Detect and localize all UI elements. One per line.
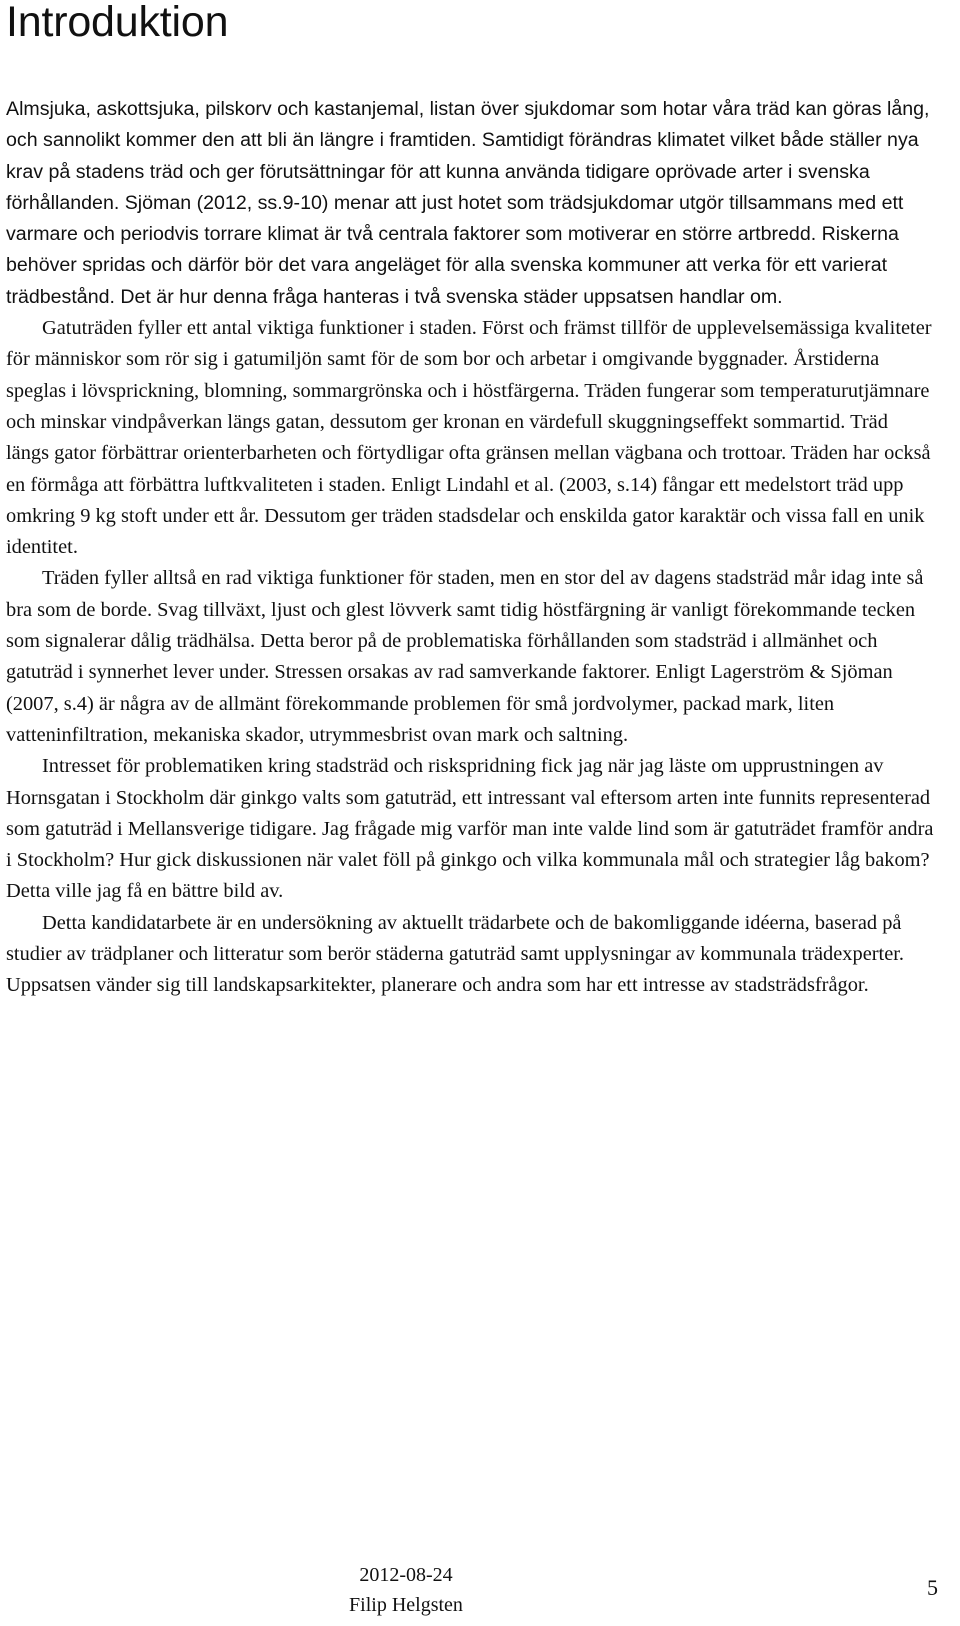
- paragraph-1: Almsjuka, askottsjuka, pilskorv och kastanjemal, listan över sjukdomar som hotar våra träd kan göras lång, och sannolikt kommer den att bli än längre i framtiden. Samtidigt förändras klimatet vilket både ställer nya krav på stadens träd och ger förutsättningar för att kunna använda tidigare oprövade arter i svenska förhållanden. Sjöman (2012, ss.9-10) menar att just hotet som trädsjukdomar utgör tillsammans med ett varmare och periodvis torrare klimat är två centrala faktorer som motiverar en större artbredd. Riskerna behöver spridas och därför bör det vara angeläget för alla svenska kommuner att verka för ett varierat trädbestånd. Det är hur denna fråga hanteras i två svenska städer uppsatsen handlar om.: [6, 98, 930, 308]
- page-title: Introduktion: [6, 0, 229, 46]
- paragraph-4: Intresset för problematiken kring stadsträd och riskspridning fick jag när jag läste om upprustningen av Hornsgatan i Stockholm där ginkgo valts som gatuträd, ett intressant val eftersom arten inte funnits representerad som gatuträd i Mellansverige tidigare. Jag frågade mig varför man inte valde lind som är gatuträdet framför andra i Stockholm? Hur gick diskussionen när valet föll på ginkgo och vilka kommunala mål och strategier låg bakom? Detta ville jag få en bättre bild av.: [6, 755, 934, 903]
- paragraph-5: Detta kandidatarbete är en undersökning av aktuellt trädarbete och de bakomliggande idéerna, baserad på studier av trädplaner och litteratur som berör städerna gatuträd samt upplysningar av kommunala trädexperter. Uppsatsen vänder sig till landskapsarkitekter, planerare och andra som har ett intresse av stadsträdsfrågor.: [6, 911, 905, 997]
- paragraph-2: Gatuträden fyller ett antal viktiga funktioner i staden. Först och främst tillför de upplevelsemässiga kvaliteter för människor som rör sig i gatumiljön samt för de som bor och arbetar i omgivande byggnader. Årstiderna speglas i lövsprickning, blomning, sommargrönska och i höstfärgerna. Träden fungerar som temperaturutjämnare och minskar vindpåverkan längs gatan, dessutom ger kronan en värdefull skuggningseffekt sommartid. Träd längs gator förbättrar orienterbarheten och förtydligar ofta gränsen mellan vägbana och trottoar. Träden har också en förmåga att förbättra luftkvaliteten i staden. Enligt Lindahl et al. (2003, s.14) fångar ett medelstort träd upp omkring 9 kg stoft under ett år. Dessutom ger träden stadsdelar och enskilda gator karaktär och vissa fall en unik identitet.: [6, 317, 932, 559]
- footer-author: Filip Helgsten: [349, 1594, 463, 1616]
- footer-date: 2012-08-24: [359, 1564, 453, 1586]
- document-body: [6, 94, 936, 1002]
- paragraph-3: Träden fyller alltså en rad viktiga funktioner för staden, men en stor del av dagens stadsträd mår idag inte så bra som de borde. Svag tillväxt, ljust och glest lövverk samt tidig höstfärgning är vanligt förekommande tecken som signalerar dålig trädhälsa. Detta beror på de problematiska förhållanden som stadsträd i allmänhet och gatuträd i synnerhet lever under. Stressen orsakas av rad samverkande faktorer. Enligt Lagerström & Sjöman (2007, s.4) är några av de allmänt förekommande problemen för små jordvolymer, packad mark, liten vatteninfiltration, mekaniska skador, utrymmesbrist ovan mark och saltning.: [6, 567, 924, 746]
- page-number: 5: [927, 1575, 938, 1600]
